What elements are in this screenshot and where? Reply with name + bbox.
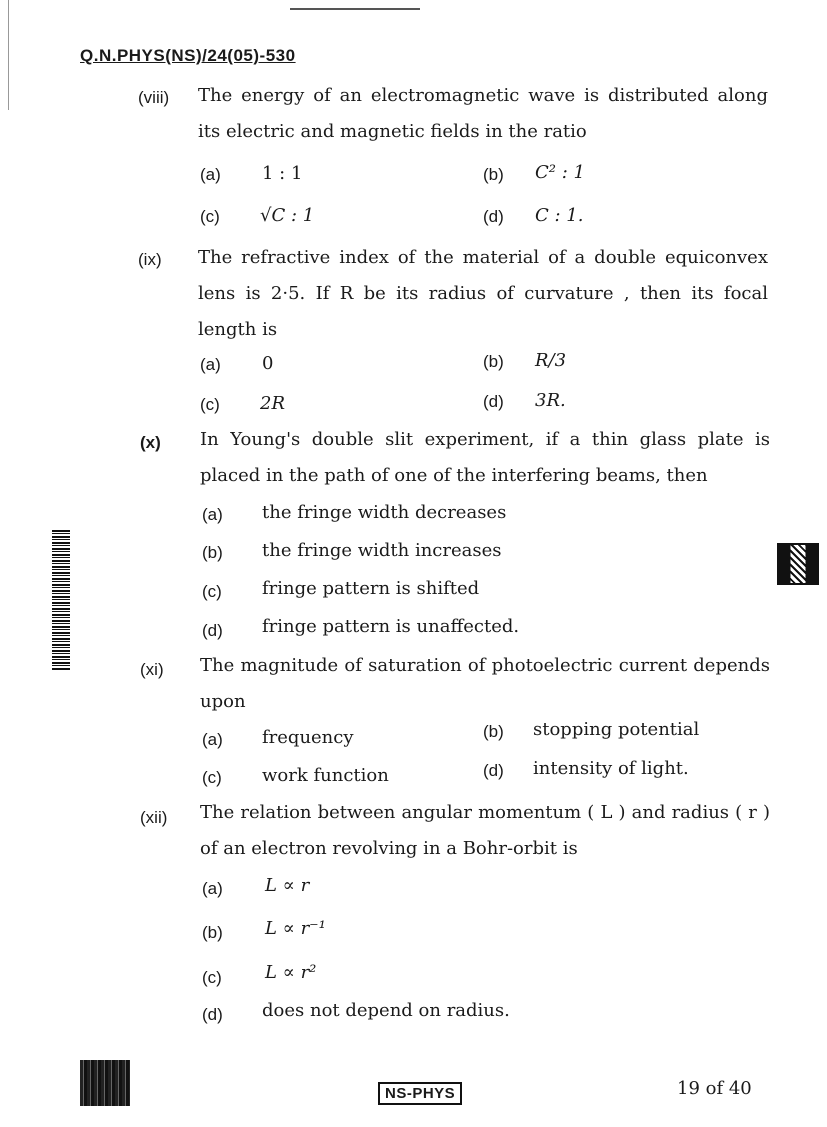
question-paper-code: Q.N.PHYS(NS)/24(05)-530 xyxy=(80,46,296,65)
option-label: (d) xyxy=(483,761,504,780)
option-label: (b) xyxy=(202,923,223,942)
option-text: fringe pattern is unaffected. xyxy=(262,616,520,637)
option-text: work function xyxy=(262,765,389,786)
option-label: (b) xyxy=(483,165,504,184)
option-text: the fringe width decreases xyxy=(262,502,507,523)
question-number: (xi) xyxy=(140,660,164,679)
option-label: (a) xyxy=(202,879,223,898)
option-label: (d) xyxy=(483,207,504,226)
qr-code-bottom-icon xyxy=(80,1060,130,1106)
option-label: (b) xyxy=(483,722,504,741)
option-text: 1 : 1 xyxy=(262,163,303,184)
option-label: (d) xyxy=(202,621,223,640)
option-label: (c) xyxy=(202,968,222,987)
question-text: The relation between angular momentum ( L ) and radius ( r ) of an electron revolving in a Bohr-orbit is xyxy=(200,802,770,859)
question-text: The magnitude of saturation of photoelectric current depends upon xyxy=(200,655,770,712)
option-text: L ∝ r⁻¹ xyxy=(265,918,326,939)
option-text: L ∝ r² xyxy=(265,962,317,983)
page-number: 19 of 40 xyxy=(677,1078,752,1099)
option-label: (b) xyxy=(483,352,504,371)
option-label: (c) xyxy=(202,582,222,601)
option-text: 2R xyxy=(260,393,286,414)
question-text: The refractive index of the material of a double equiconvex lens is 2·5. If R be its radius of curvature , then its focal length is xyxy=(198,247,768,340)
question-text: In Young's double slit experiment, if a thin glass plate is placed in the path of one of the interfering beams, then xyxy=(200,429,770,486)
top-rule xyxy=(290,8,420,14)
question-number: (xii) xyxy=(140,808,168,827)
option-text: intensity of light. xyxy=(533,758,689,779)
option-text: the fringe width increases xyxy=(262,540,502,561)
option-label: (b) xyxy=(202,543,223,562)
question-text: The energy of an electromagnetic wave is distributed along its electric and magnetic fields in the ratio xyxy=(198,85,768,142)
option-label: (a) xyxy=(200,355,221,374)
option-text: frequency xyxy=(262,727,354,748)
question-number: (x) xyxy=(140,433,161,452)
option-text: R/3 xyxy=(535,350,567,371)
option-label: (a) xyxy=(202,730,223,749)
barcode-icon xyxy=(52,530,70,670)
option-text: C² : 1 xyxy=(535,162,585,183)
option-label: (a) xyxy=(200,165,221,184)
option-label: (c) xyxy=(202,768,222,787)
option-label: (d) xyxy=(483,392,504,411)
qr-code-icon xyxy=(777,543,819,585)
footer-subject-code: NS-PHYS xyxy=(378,1082,462,1105)
option-text: L ∝ r xyxy=(265,875,310,896)
option-label: (c) xyxy=(200,207,220,226)
option-label: (d) xyxy=(202,1005,223,1024)
left-margin-line xyxy=(8,0,9,110)
option-text: √C : 1 xyxy=(260,205,315,226)
option-text: C : 1. xyxy=(535,205,584,226)
option-label: (c) xyxy=(200,395,220,414)
option-label: (a) xyxy=(202,505,223,524)
question-number: (viii) xyxy=(138,88,170,107)
question-number: (ix) xyxy=(138,250,162,269)
option-text: 0 xyxy=(262,353,274,374)
option-text: fringe pattern is shifted xyxy=(262,578,480,599)
option-text: 3R. xyxy=(535,390,566,411)
option-text: stopping potential xyxy=(533,719,700,740)
option-text: does not depend on radius. xyxy=(262,1000,510,1021)
